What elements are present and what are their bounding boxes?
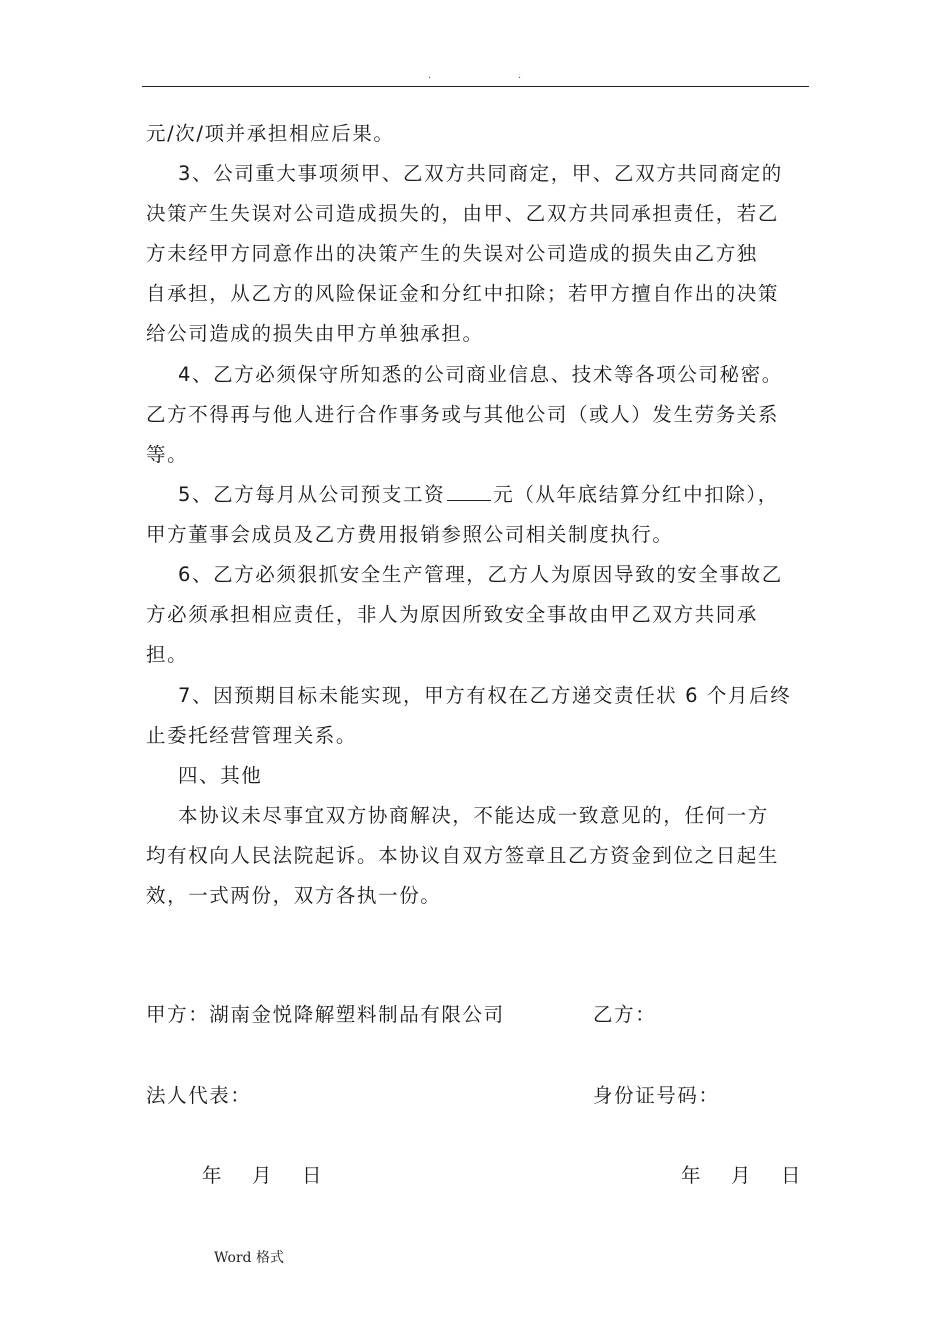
- clause-7-line: 止委托经营管理关系。: [146, 724, 358, 747]
- clause-5-line: [146, 475, 810, 515]
- closing-clause-line: 效，一式两份，双方各执一份。: [146, 884, 442, 907]
- clause-5-text-b: 元（从年底结算分红中扣除），: [493, 483, 779, 506]
- clause-7-line: 7、因预期目标未能实现，甲方有权在乙方递交责任状 6 个月后终: [178, 684, 792, 707]
- party-b-date: 年 月 日: [681, 1164, 803, 1187]
- clause-6-line: 6、乙方必须狠抓安全生产管理，乙方人为原因导致的安全事故乙: [178, 563, 783, 586]
- clause-3-line: 给公司造成的损失由甲方单独承担。: [146, 322, 484, 345]
- clause-5-text-a: 5、乙方每月从公司预支工资: [178, 483, 446, 506]
- party-a-date: 年 月 日: [202, 1164, 324, 1187]
- closing-clause-line: 均有权向人民法院起诉。本协议自双方签章且乙方资金到位之日起生: [146, 844, 780, 867]
- text-line: 元/次/项并承担相应后果。: [146, 122, 395, 145]
- party-b-label: 乙方：: [593, 1003, 657, 1026]
- salary-blank-field[interactable]: [447, 482, 491, 501]
- clause-3-line: 方未经甲方同意作出的决策产生的失误对公司造成的损失由乙方独: [146, 242, 758, 265]
- clause-4-line: 4、乙方必须保守所知悉的公司商业信息、技术等各项公司秘密。: [178, 363, 783, 386]
- clause-4-line: 等。: [146, 443, 189, 466]
- clause-5-line: 甲方董事会成员及乙方费用报销参照公司相关制度执行。: [146, 523, 674, 546]
- header-dot-left: .: [428, 70, 432, 81]
- id-number-label: 身份证号码：: [593, 1084, 720, 1107]
- legal-representative-label: 法人代表：: [146, 1084, 252, 1107]
- clause-6-line: 方必须承担相应责任，非人为原因所致安全事故由甲乙双方共同承: [146, 603, 758, 626]
- clause-6-line: 担。: [146, 643, 189, 666]
- clause-3-line: 3、公司重大事项须甲、乙双方共同商定，甲、乙双方共同商定的: [178, 162, 783, 185]
- clause-3-line: 决策产生失误对公司造成损失的，由甲、乙双方共同承担责任，若乙: [146, 202, 780, 225]
- closing-clause-line: 本协议未尽事宜双方协商解决，不能达成一致意见的，任何一方: [178, 804, 769, 827]
- header-dot-right: .: [518, 70, 522, 81]
- party-a-label: 甲方：湖南金悦降解塑料制品有限公司: [146, 1003, 505, 1026]
- header-decoration: [142, 70, 809, 84]
- clause-3-line: 自承担，从乙方的风险保证金和分红中扣除；若甲方擅自作出的决策: [146, 282, 780, 305]
- clause-4-line: 乙方不得再与他人进行合作事务或与其他公司（或人）发生劳务关系: [146, 403, 780, 426]
- header-rule: [142, 86, 809, 87]
- section-heading: 四、其他: [178, 764, 263, 787]
- footer-label: Word 格式: [214, 1250, 284, 1266]
